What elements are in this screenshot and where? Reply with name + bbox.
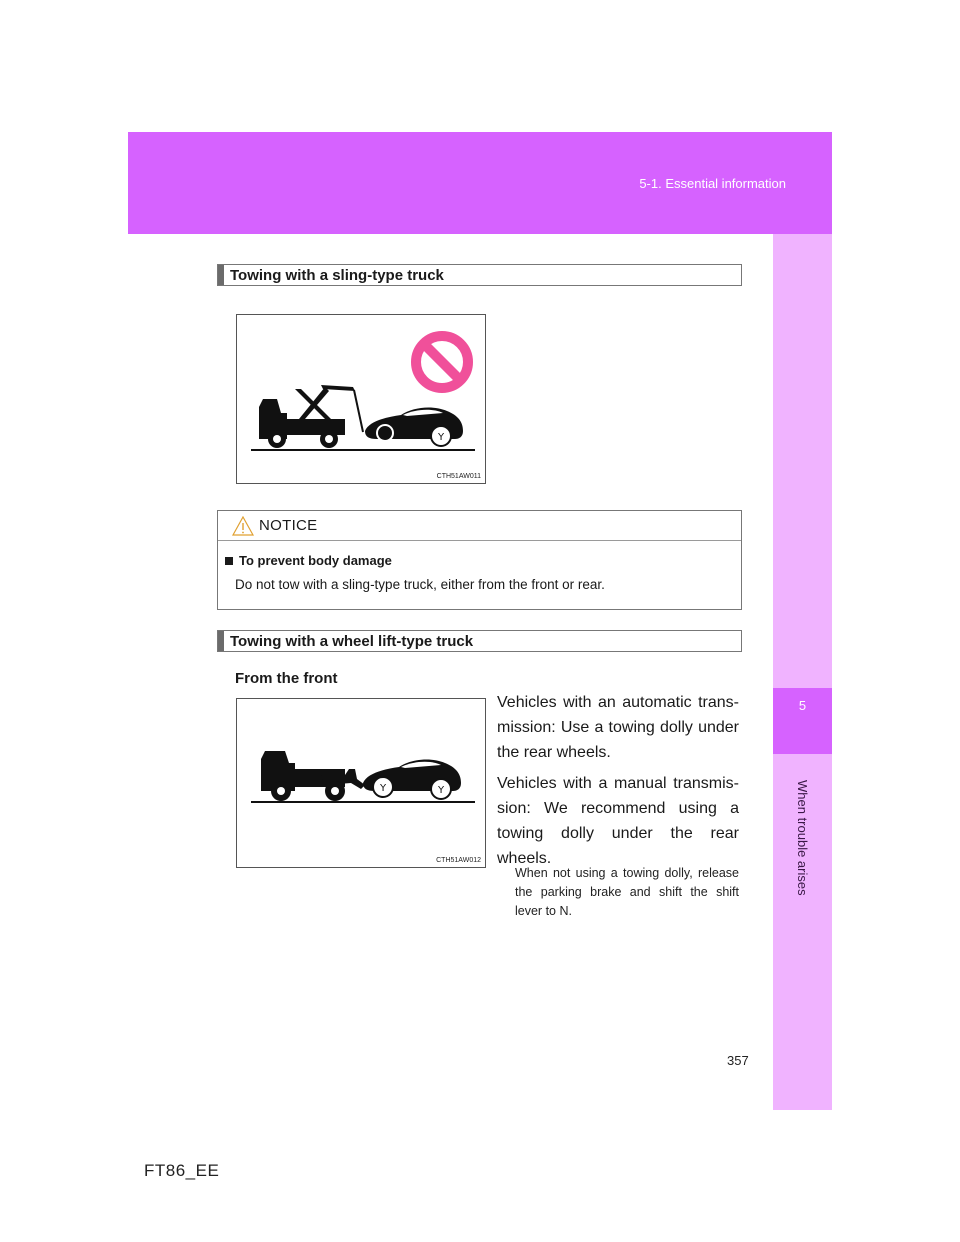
document-code: FT86_EE xyxy=(144,1161,220,1180)
page-number: 357 xyxy=(727,1053,749,1068)
notice-item-title-text: To prevent body damage xyxy=(239,553,392,568)
car-icon xyxy=(365,408,463,446)
section-heading-text: Towing with a sling-type truck xyxy=(230,267,444,284)
heading-bar xyxy=(218,631,224,651)
paragraph-manual: Vehicles with a manual transmis-sion: We recommend using a towing dolly under the rear wheels. xyxy=(497,775,739,867)
heading-bar xyxy=(218,265,224,285)
prohibited-icon xyxy=(416,336,468,388)
chapter-number: 5 xyxy=(798,698,807,713)
svg-text:Y: Y xyxy=(437,785,445,796)
notice-header xyxy=(218,511,741,541)
notice-item-heading xyxy=(225,553,392,568)
figure-code: CTH51AW012 xyxy=(436,857,481,864)
section-heading-wheel-lift xyxy=(217,630,742,652)
towing-note: When not using a towing dolly, release the parking brake and shift the shift lever to N. xyxy=(515,866,739,918)
notice-title: NOTICE xyxy=(259,517,318,534)
section-heading-text: Towing with a wheel lift-type truck xyxy=(230,633,474,650)
chapter-title: When trouble arises xyxy=(795,780,810,896)
svg-text:Y: Y xyxy=(379,783,387,794)
wheel-lift-figure xyxy=(236,698,486,868)
sling-tow-illustration xyxy=(237,315,485,483)
paragraph-automatic: Vehicles with an automatic trans-mission: Use a towing dolly under the rear wheels. xyxy=(497,694,739,761)
section-title: 5-1. Essential information xyxy=(639,176,786,191)
notice-item-body: Do not tow with a sling-type truck, either from the front or rear. xyxy=(235,577,605,592)
figure-code: CTH51AW011 xyxy=(436,473,481,480)
car-icon xyxy=(363,760,461,799)
subheading-from-front: From the front xyxy=(235,670,338,687)
header-band xyxy=(128,132,832,234)
chapter-tab[interactable] xyxy=(773,234,832,1110)
svg-text:Y: Y xyxy=(437,432,445,443)
sling-truck-figure xyxy=(236,314,486,484)
notice-box xyxy=(217,510,742,610)
section-heading-sling xyxy=(217,264,742,286)
warning-icon xyxy=(232,516,254,536)
wheel-lift-tow-illustration xyxy=(237,699,485,867)
bullet-square-icon xyxy=(225,557,233,565)
